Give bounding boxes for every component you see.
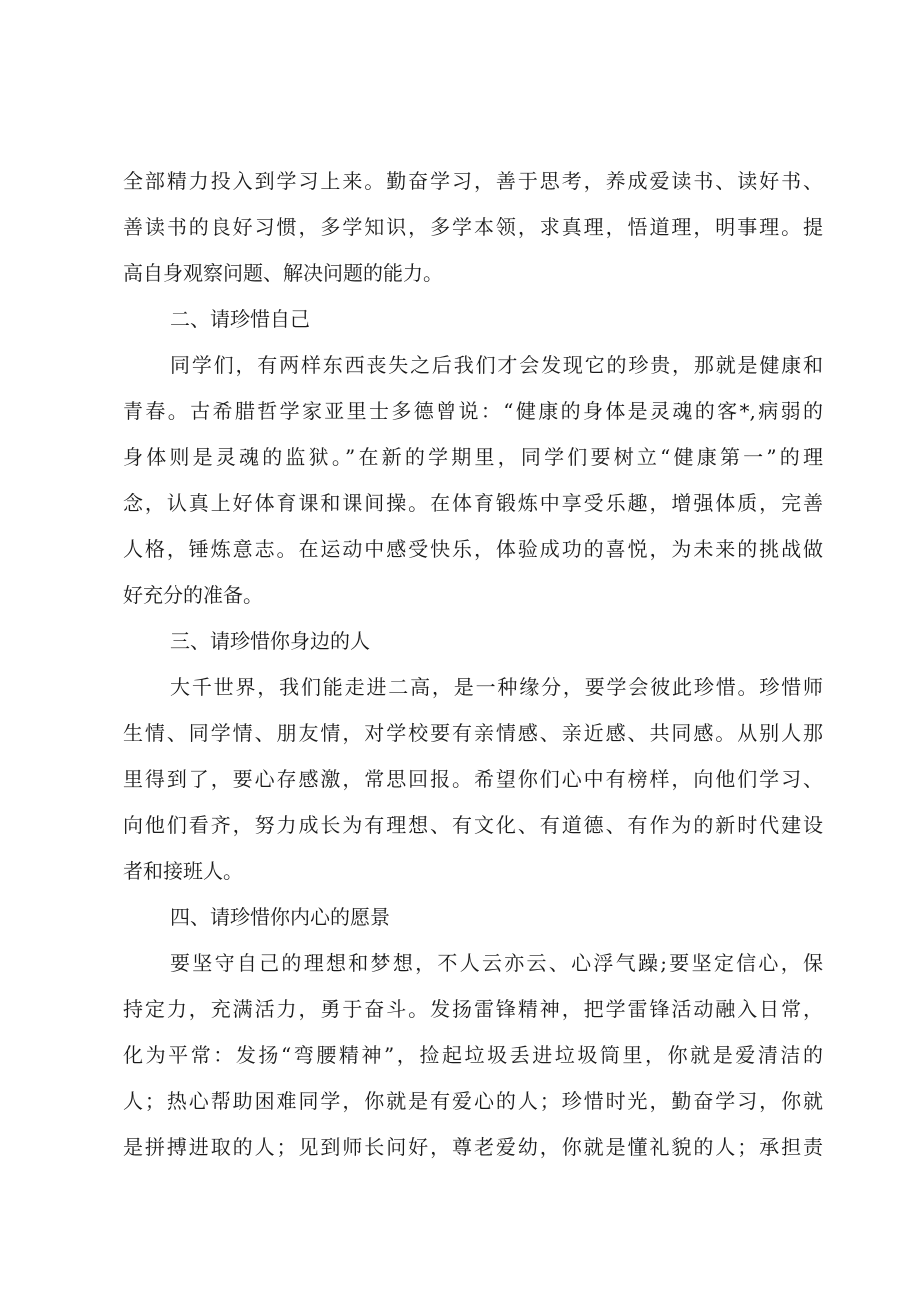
body-line: 者和接班人。 [123, 859, 243, 883]
body-line: 善读书的良好习惯，多学知识，多学本领，求真理，悟道理，明事理。提 [123, 215, 823, 239]
body-line: 青春。古希腊哲学家亚里士多德曾说：“健康的身体是灵魂的客*,病弱的 [123, 399, 823, 423]
section-heading: 四、请珍惜你内心的愿景 [170, 905, 390, 929]
body-line: 是拼搏进取的人；见到师长问好，尊老爱幼，你就是懂礼貌的人；承担责 [123, 1135, 823, 1159]
body-line: 人；热心帮助困难同学，你就是有爱心的人；珍惜时光，勤奋学习，你就 [123, 1089, 823, 1113]
body-line: 生情、同学情、朋友情，对学校要有亲情感、亲近感、共同感。从别人那 [123, 721, 823, 745]
section-heading: 三、请珍惜你身边的人 [170, 629, 370, 653]
body-line: 身体则是灵魂的监狱。”在新的学期里，同学们要树立“健康第一”的理 [123, 445, 823, 469]
body-line: 持定力，充满活力，勇于奋斗。发扬雷锋精神，把学雷锋活动融入日常， [123, 997, 823, 1021]
body-line: 念，认真上好体育课和课间操。在体育锻炼中享受乐趣，增强体质，完善 [123, 491, 823, 515]
body-line: 全部精力投入到学习上来。勤奋学习，善于思考，养成爱读书、读好书、 [123, 169, 823, 193]
section-heading: 二、请珍惜自己 [170, 307, 310, 331]
body-line: 好充分的准备。 [123, 583, 263, 607]
body-line: 里得到了，要心存感激，常思回报。希望你们心中有榜样，向他们学习、 [123, 767, 823, 791]
body-line: 向他们看齐，努力成长为有理想、有文化、有道德、有作为的新时代建设 [123, 813, 823, 837]
body-line: 同学们，有两样东西丧失之后我们才会发现它的珍贵，那就是健康和 [170, 353, 823, 377]
body-line: 要坚守自己的理想和梦想，不人云亦云、心浮气躁;要坚定信心，保 [170, 951, 823, 975]
body-line: 高自身观察问题、解决问题的能力。 [123, 261, 443, 285]
body-line: 大千世界，我们能走进二高，是一种缘分，要学会彼此珍惜。珍惜师 [170, 675, 823, 699]
body-line: 化为平常：发扬“弯腰精神”，捡起垃圾丢进垃圾筒里，你就是爱清洁的 [123, 1043, 823, 1067]
body-line: 人格，锤炼意志。在运动中感受快乐，体验成功的喜悦，为未来的挑战做 [123, 537, 823, 561]
